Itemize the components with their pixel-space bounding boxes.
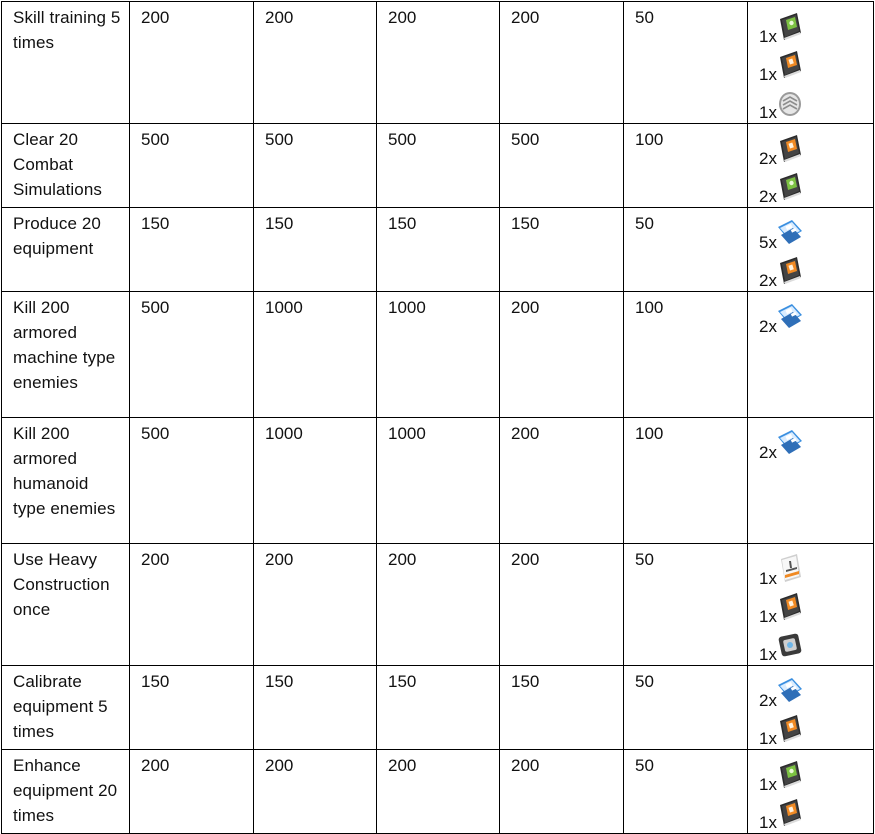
value-cell: 200 <box>500 292 624 418</box>
table-row <box>2 124 874 208</box>
reward-quantity: 2x <box>759 187 777 206</box>
task-cell: Enhance equipment 20 times <box>2 750 130 834</box>
value-cell: 50 <box>624 544 748 666</box>
blue-ticket-icon <box>777 301 803 331</box>
value-cell: 150 <box>254 208 377 292</box>
blue-ticket-icon <box>777 427 803 457</box>
rewards-cell <box>748 292 874 418</box>
task-cell: Kill 200 armored humanoid type enemies <box>2 418 130 544</box>
rewards-cell <box>748 124 874 208</box>
value-cell: 1000 <box>254 418 377 544</box>
reward-item <box>759 753 865 795</box>
table-row <box>2 2 874 124</box>
orange-manual-icon <box>777 713 803 743</box>
reward-quantity: 2x <box>759 443 777 462</box>
value-cell: 500 <box>254 124 377 208</box>
reward-quantity: 5x <box>759 233 777 252</box>
reward-quantity: 2x <box>759 691 777 710</box>
rewards-cell <box>748 208 874 292</box>
value-cell: 150 <box>130 208 254 292</box>
value-cell: 200 <box>500 2 624 124</box>
value-cell: 200 <box>254 750 377 834</box>
rewards-cell <box>748 418 874 544</box>
value-cell: 100 <box>624 124 748 208</box>
blue-ticket-icon <box>777 675 803 705</box>
reward-quantity: 1x <box>759 775 777 794</box>
value-cell: 200 <box>377 750 500 834</box>
reward-quantity: 1x <box>759 813 777 832</box>
reward-item <box>759 169 865 207</box>
reward-item <box>759 669 865 711</box>
value-cell: 100 <box>624 292 748 418</box>
value-cell: 150 <box>500 666 624 750</box>
reward-quantity: 1x <box>759 607 777 626</box>
quest-reward-table <box>1 1 874 834</box>
reward-quantity: 1x <box>759 729 777 748</box>
reward-item <box>759 85 865 123</box>
value-cell: 150 <box>500 208 624 292</box>
value-cell: 150 <box>254 666 377 750</box>
orange-manual-icon <box>777 797 803 827</box>
reward-quantity: 2x <box>759 317 777 336</box>
orange-manual-icon <box>777 591 803 621</box>
reward-item <box>759 5 865 47</box>
reward-quantity: 1x <box>759 103 777 122</box>
reward-item <box>759 295 865 337</box>
reward-quantity: 2x <box>759 149 777 168</box>
green-manual-icon <box>777 759 803 789</box>
value-cell: 150 <box>130 666 254 750</box>
reward-item <box>759 627 865 665</box>
reward-item <box>759 589 865 627</box>
construction-contract-icon <box>777 553 803 583</box>
value-cell: 200 <box>500 544 624 666</box>
table-row <box>2 666 874 750</box>
reward-item <box>759 711 865 749</box>
value-cell: 200 <box>377 2 500 124</box>
reward-quantity: 2x <box>759 271 777 290</box>
reward-quantity: 1x <box>759 645 777 664</box>
value-cell: 500 <box>500 124 624 208</box>
value-cell: 200 <box>130 750 254 834</box>
reward-item <box>759 47 865 85</box>
orange-manual-icon <box>777 255 803 285</box>
value-cell: 200 <box>130 2 254 124</box>
value-cell: 1000 <box>377 418 500 544</box>
value-cell: 200 <box>500 418 624 544</box>
value-cell: 150 <box>377 666 500 750</box>
task-cell: Produce 20 equipment <box>2 208 130 292</box>
reward-item <box>759 547 865 589</box>
table-body <box>2 2 874 834</box>
task-cell: Skill training 5 times <box>2 2 130 124</box>
value-cell: 150 <box>377 208 500 292</box>
silver-medal-icon <box>777 87 803 117</box>
table-row <box>2 292 874 418</box>
value-cell: 1000 <box>254 292 377 418</box>
reward-quantity: 1x <box>759 65 777 84</box>
reward-quantity: 1x <box>759 27 777 46</box>
rewards-cell <box>748 666 874 750</box>
reward-quantity: 1x <box>759 569 777 588</box>
value-cell: 50 <box>624 2 748 124</box>
reward-item <box>759 253 865 291</box>
value-cell: 500 <box>130 292 254 418</box>
reward-item <box>759 127 865 169</box>
reward-item <box>759 795 865 833</box>
reward-item <box>759 421 865 463</box>
value-cell: 500 <box>130 124 254 208</box>
table-row <box>2 418 874 544</box>
value-cell: 50 <box>624 666 748 750</box>
blue-ticket-icon <box>777 217 803 247</box>
table-row <box>2 208 874 292</box>
value-cell: 50 <box>624 750 748 834</box>
value-cell: 500 <box>377 124 500 208</box>
task-cell: Kill 200 armored machine type enemies <box>2 292 130 418</box>
table-row <box>2 544 874 666</box>
orange-manual-icon <box>777 49 803 79</box>
value-cell: 200 <box>377 544 500 666</box>
task-cell: Use Heavy Construction once <box>2 544 130 666</box>
rewards-cell <box>748 2 874 124</box>
core-chip-icon <box>777 629 803 659</box>
value-cell: 1000 <box>377 292 500 418</box>
rewards-cell <box>748 750 874 834</box>
table-row <box>2 750 874 834</box>
value-cell: 200 <box>254 2 377 124</box>
value-cell: 50 <box>624 208 748 292</box>
value-cell: 500 <box>130 418 254 544</box>
task-cell: Clear 20 Combat Simulations <box>2 124 130 208</box>
green-manual-icon <box>777 11 803 41</box>
value-cell: 100 <box>624 418 748 544</box>
rewards-cell <box>748 544 874 666</box>
value-cell: 200 <box>254 544 377 666</box>
value-cell: 200 <box>500 750 624 834</box>
task-cell: Calibrate equipment 5 times <box>2 666 130 750</box>
orange-manual-icon <box>777 133 803 163</box>
reward-item <box>759 211 865 253</box>
value-cell: 200 <box>130 544 254 666</box>
green-manual-icon <box>777 171 803 201</box>
